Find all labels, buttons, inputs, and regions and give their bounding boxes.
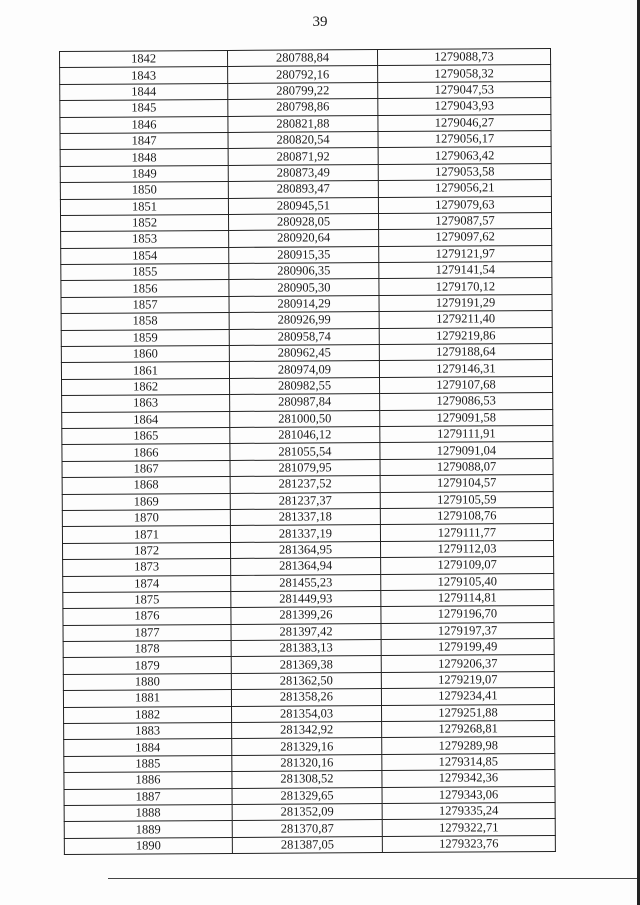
- x-coordinate-cell: 280821,88: [228, 115, 378, 132]
- x-coordinate-cell: 280962,45: [229, 345, 379, 362]
- y-coordinate-cell: 1279105,59: [380, 491, 553, 508]
- y-coordinate-cell: 1279056,17: [378, 130, 551, 147]
- x-coordinate-cell: 281055,54: [230, 443, 380, 460]
- y-coordinate-cell: 1279088,73: [377, 48, 550, 65]
- y-coordinate-cell: 1279043,93: [378, 98, 551, 115]
- y-coordinate-cell: 1279289,98: [382, 737, 555, 754]
- coordinates-table: [59, 48, 556, 855]
- point-number-cell: 1877: [63, 624, 231, 641]
- y-coordinate-cell: 1279188,64: [379, 344, 552, 361]
- point-number-cell: 1890: [64, 837, 232, 854]
- x-coordinate-cell: 280820,54: [228, 132, 378, 149]
- y-coordinate-cell: 1279047,53: [378, 81, 551, 98]
- x-coordinate-cell: 280915,35: [229, 246, 379, 263]
- point-number-cell: 1874: [63, 575, 231, 592]
- y-coordinate-cell: 1279191,29: [379, 294, 552, 311]
- y-coordinate-cell: 1279199,49: [381, 639, 554, 656]
- y-coordinate-cell: 1279251,88: [382, 704, 555, 721]
- point-number-cell: 1863: [62, 395, 230, 412]
- point-number-cell: 1887: [64, 788, 232, 805]
- point-number-cell: 1884: [64, 739, 232, 756]
- x-coordinate-cell: 280982,55: [230, 377, 380, 394]
- y-coordinate-cell: 1279088,07: [380, 458, 553, 475]
- y-coordinate-cell: 1279146,31: [379, 360, 552, 377]
- y-coordinate-cell: 1279219,07: [381, 671, 554, 688]
- x-coordinate-cell: 281354,03: [232, 705, 382, 722]
- x-coordinate-cell: 280798,86: [228, 99, 378, 116]
- x-coordinate-cell: 281000,50: [230, 410, 380, 427]
- x-coordinate-cell: 281337,18: [230, 508, 380, 525]
- x-coordinate-cell: 281329,16: [232, 738, 382, 755]
- x-coordinate-cell: 281329,65: [232, 787, 382, 804]
- bottom-rule: [108, 878, 640, 879]
- point-number-cell: 1856: [61, 280, 229, 297]
- y-coordinate-cell: 1279056,21: [378, 180, 551, 197]
- y-coordinate-cell: 1279206,37: [381, 655, 554, 672]
- point-number-cell: 1851: [60, 198, 228, 215]
- x-coordinate-cell: 281369,38: [231, 656, 381, 673]
- point-number-cell: 1849: [60, 165, 228, 182]
- y-coordinate-cell: 1279170,12: [379, 278, 552, 295]
- y-coordinate-cell: 1279086,53: [380, 393, 553, 410]
- x-coordinate-cell: 281352,09: [232, 804, 382, 821]
- x-coordinate-cell: 281370,87: [232, 820, 382, 837]
- point-number-cell: 1858: [61, 313, 229, 330]
- y-coordinate-cell: 1279322,71: [382, 819, 555, 836]
- y-coordinate-cell: 1279097,62: [379, 229, 552, 246]
- x-coordinate-cell: 281342,92: [232, 722, 382, 739]
- y-coordinate-cell: 1279211,40: [379, 311, 552, 328]
- x-coordinate-cell: 281397,42: [231, 623, 381, 640]
- y-coordinate-cell: 1279107,68: [379, 376, 552, 393]
- point-number-cell: 1850: [60, 182, 228, 199]
- x-coordinate-cell: 281383,13: [231, 640, 381, 657]
- y-coordinate-cell: 1279046,27: [378, 114, 551, 131]
- x-coordinate-cell: 281449,93: [231, 590, 381, 607]
- y-coordinate-cell: 1279053,58: [378, 163, 551, 180]
- point-number-cell: 1870: [62, 509, 230, 526]
- point-number-cell: 1847: [60, 132, 228, 149]
- point-number-cell: 1876: [63, 608, 231, 625]
- x-coordinate-cell: 281079,95: [230, 459, 380, 476]
- y-coordinate-cell: 1279234,41: [381, 688, 554, 705]
- y-coordinate-cell: 1279109,07: [381, 557, 554, 574]
- x-coordinate-cell: 281362,50: [231, 672, 381, 689]
- x-coordinate-cell: 280987,84: [230, 394, 380, 411]
- point-number-cell: 1873: [63, 559, 231, 576]
- x-coordinate-cell: 280905,30: [229, 279, 379, 296]
- point-number-cell: 1866: [62, 444, 230, 461]
- x-coordinate-cell: 281455,23: [231, 574, 381, 591]
- y-coordinate-cell: 1279111,91: [380, 425, 553, 442]
- x-coordinate-cell: 281320,16: [232, 754, 382, 771]
- point-number-cell: 1846: [60, 116, 228, 133]
- point-number-cell: 1888: [64, 804, 232, 821]
- y-coordinate-cell: 1279314,85: [382, 753, 555, 770]
- y-coordinate-cell: 1279091,58: [380, 409, 553, 426]
- point-number-cell: 1875: [63, 591, 231, 608]
- y-coordinate-cell: 1279112,03: [381, 540, 554, 557]
- x-coordinate-cell: 281337,19: [230, 525, 380, 542]
- point-number-cell: 1883: [64, 722, 232, 739]
- x-coordinate-cell: 280871,92: [228, 148, 378, 165]
- point-number-cell: 1860: [61, 345, 229, 362]
- point-number-cell: 1881: [63, 690, 231, 707]
- x-coordinate-cell: 280926,99: [229, 312, 379, 329]
- x-coordinate-cell: 281358,26: [231, 689, 381, 706]
- x-coordinate-cell: 280799,22: [228, 82, 378, 99]
- y-coordinate-cell: 1279342,36: [382, 770, 555, 787]
- point-number-cell: 1880: [63, 673, 231, 690]
- x-coordinate-cell: 281237,52: [230, 476, 380, 493]
- x-coordinate-cell: 281399,26: [231, 607, 381, 624]
- y-coordinate-cell: 1279087,57: [378, 212, 551, 229]
- x-coordinate-cell: 280788,84: [227, 50, 377, 67]
- point-number-cell: 1853: [61, 231, 229, 248]
- y-coordinate-cell: 1279343,06: [382, 786, 555, 803]
- point-number-cell: 1869: [62, 493, 230, 510]
- point-number-cell: 1842: [60, 50, 228, 67]
- x-coordinate-cell: 281046,12: [230, 427, 380, 444]
- point-number-cell: 1862: [62, 378, 230, 395]
- y-coordinate-cell: 1279108,76: [380, 507, 553, 524]
- point-number-cell: 1854: [61, 247, 229, 264]
- point-number-cell: 1885: [64, 755, 232, 772]
- point-number-cell: 1861: [61, 362, 229, 379]
- point-number-cell: 1864: [62, 411, 230, 428]
- y-coordinate-cell: 1279079,63: [378, 196, 551, 213]
- x-coordinate-cell: 280920,64: [229, 230, 379, 247]
- y-coordinate-cell: 1279121,97: [379, 245, 552, 262]
- point-number-cell: 1852: [61, 214, 229, 231]
- point-number-cell: 1882: [64, 706, 232, 723]
- x-coordinate-cell: 281308,52: [232, 771, 382, 788]
- y-coordinate-cell: 1279323,76: [382, 835, 555, 852]
- point-number-cell: 1844: [60, 83, 228, 100]
- point-number-cell: 1871: [62, 526, 230, 543]
- x-coordinate-cell: 280873,49: [228, 164, 378, 181]
- y-coordinate-cell: 1279197,37: [381, 622, 554, 639]
- y-coordinate-cell: 1279105,40: [381, 573, 554, 590]
- x-coordinate-cell: 280906,35: [229, 263, 379, 280]
- x-coordinate-cell: 280958,74: [229, 328, 379, 345]
- y-coordinate-cell: 1279196,70: [381, 606, 554, 623]
- point-number-cell: 1859: [61, 329, 229, 346]
- y-coordinate-cell: 1279091,04: [380, 442, 553, 459]
- y-coordinate-cell: 1279058,32: [378, 65, 551, 82]
- point-number-cell: 1868: [62, 477, 230, 494]
- y-coordinate-cell: 1279141,54: [379, 262, 552, 279]
- point-number-cell: 1855: [61, 264, 229, 281]
- point-number-cell: 1845: [60, 100, 228, 117]
- y-coordinate-cell: 1279114,81: [381, 589, 554, 606]
- point-number-cell: 1879: [63, 657, 231, 674]
- x-coordinate-cell: 280945,51: [228, 197, 378, 214]
- y-coordinate-cell: 1279268,81: [382, 721, 555, 738]
- table-row: [64, 835, 555, 854]
- point-number-cell: 1872: [63, 542, 231, 559]
- x-coordinate-cell: 280974,09: [229, 361, 379, 378]
- y-coordinate-cell: 1279219,86: [379, 327, 552, 344]
- point-number-cell: 1867: [62, 460, 230, 477]
- x-coordinate-cell: 280928,05: [229, 213, 379, 230]
- point-number-cell: 1878: [63, 641, 231, 658]
- page-number: 39: [312, 14, 328, 30]
- point-number-cell: 1889: [64, 821, 232, 838]
- x-coordinate-cell: 281237,37: [230, 492, 380, 509]
- point-number-cell: 1886: [64, 772, 232, 789]
- point-number-cell: 1843: [60, 67, 228, 84]
- y-coordinate-cell: 1279335,24: [382, 802, 555, 819]
- point-number-cell: 1865: [62, 427, 230, 444]
- y-coordinate-cell: 1279104,57: [380, 475, 553, 492]
- point-number-cell: 1857: [61, 296, 229, 313]
- x-coordinate-cell: 280893,47: [228, 181, 378, 198]
- x-coordinate-cell: 281387,05: [232, 836, 382, 853]
- y-coordinate-cell: 1279111,77: [380, 524, 553, 541]
- y-coordinate-cell: 1279063,42: [378, 147, 551, 164]
- x-coordinate-cell: 280792,16: [228, 66, 378, 83]
- coordinates-table-body: [60, 48, 556, 854]
- x-coordinate-cell: 280914,29: [229, 295, 379, 312]
- point-number-cell: 1848: [60, 149, 228, 166]
- x-coordinate-cell: 281364,95: [231, 541, 381, 558]
- x-coordinate-cell: 281364,94: [231, 558, 381, 575]
